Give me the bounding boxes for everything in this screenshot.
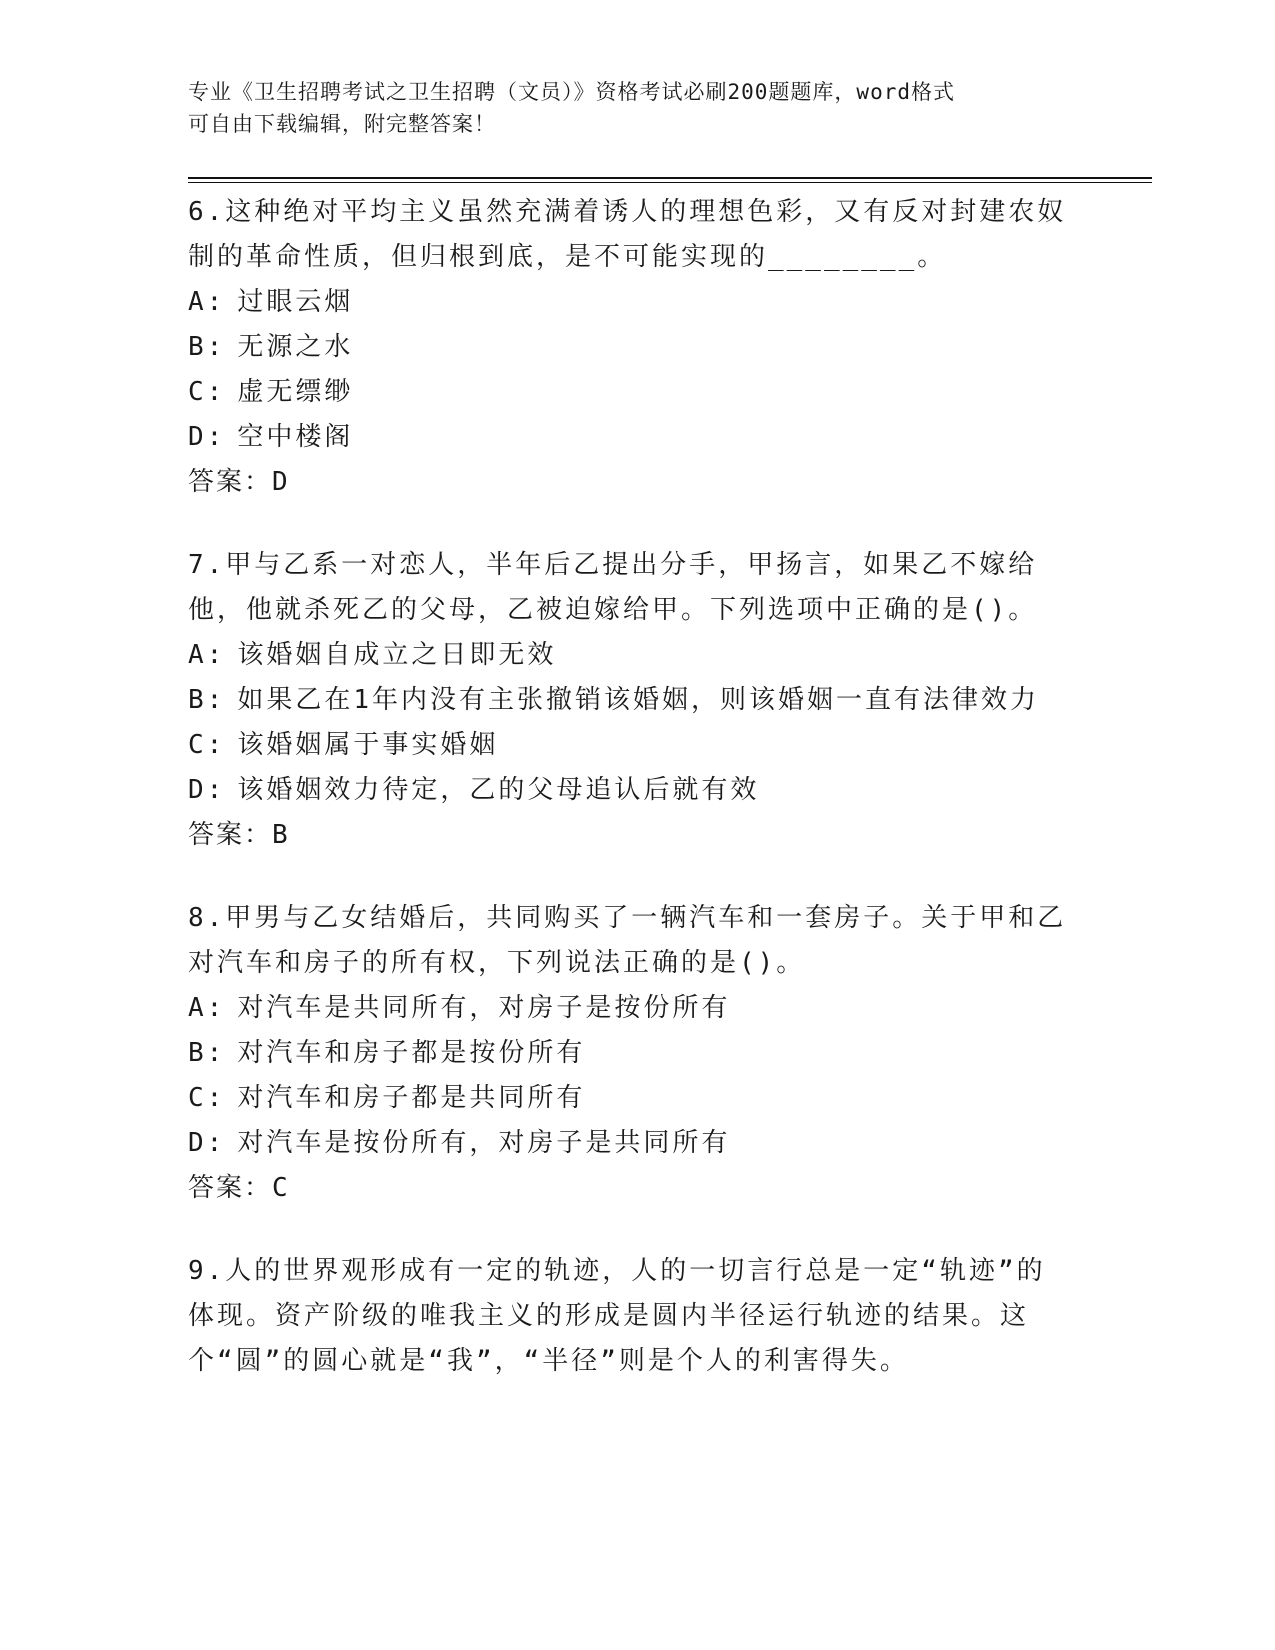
option-letter: A: [188, 287, 226, 317]
option-letter: D: [188, 775, 226, 805]
option-a [188, 633, 1068, 678]
option-letter: C: [188, 1083, 226, 1113]
question-7 [188, 543, 1068, 858]
option-letter: C: [188, 377, 226, 407]
option-text: 空中楼阁 [237, 422, 354, 452]
option-text: 对汽车是共同所有，对房子是按份所有 [237, 993, 731, 1023]
option-letter: B: [188, 332, 226, 362]
option-text: 如果乙在1年内没有主张撤销该婚姻，则该婚姻一直有法律效力 [237, 685, 1039, 715]
option-text: 该婚姻属于事实婚姻 [237, 730, 499, 760]
option-b [188, 678, 1068, 723]
question-9 [188, 1249, 1068, 1384]
option-text: 虚无缥缈 [237, 377, 354, 407]
option-letter: B: [188, 685, 226, 715]
question-stem: 7.甲与乙系一对恋人，半年后乙提出分手，甲扬言，如果乙不嫁给他，他就杀死乙的父母，乙被迫嫁给甲。下列选项中正确的是()。 [188, 550, 1038, 625]
option-b [188, 325, 1068, 370]
option-text: 该婚姻自成立之日即无效 [237, 640, 557, 670]
answer-line: 答案：D [188, 467, 290, 497]
option-letter: B: [188, 1038, 226, 1068]
option-c [188, 370, 1068, 415]
option-c [188, 1076, 1068, 1121]
answer-line: 答案：C [188, 1173, 290, 1203]
option-text: 无源之水 [237, 332, 354, 362]
document-header [188, 76, 1068, 140]
header-divider-thin [188, 182, 1152, 183]
option-b [188, 1031, 1068, 1076]
option-a [188, 986, 1068, 1031]
question-8 [188, 896, 1068, 1211]
option-letter: D: [188, 1128, 226, 1158]
answer-line: 答案：B [188, 820, 290, 850]
option-letter: A: [188, 993, 226, 1023]
option-letter: A: [188, 640, 226, 670]
question-stem: 6.这种绝对平均主义虽然充满着诱人的理想色彩，又有反对封建农奴制的革命性质，但归根到底，是不可能实现的________。 [188, 197, 1067, 272]
option-d [188, 415, 1068, 460]
option-d [188, 1121, 1068, 1166]
header-line-1: 专业《卫生招聘考试之卫生招聘（文员）》资格考试必刷200题题库，word格式 [188, 80, 955, 104]
question-stem: 9.人的世界观形成有一定的轨迹，人的一切言行总是一定“轨迹”的体现。资产阶级的唯我主义的形成是圆内半径运行轨迹的结果。这个“圆”的圆心就是“我”，“半径”则是个人的利害得失。 [188, 1256, 1046, 1376]
question-6 [188, 190, 1068, 505]
option-letter: D: [188, 422, 226, 452]
option-d [188, 768, 1068, 813]
option-a [188, 280, 1068, 325]
question-stem: 8.甲男与乙女结婚后，共同购买了一辆汽车和一套房子。关于甲和乙对汽车和房子的所有权，下列说法正确的是()。 [188, 903, 1067, 978]
question-list [188, 190, 1068, 1422]
option-text: 过眼云烟 [237, 287, 354, 317]
option-text: 对汽车和房子都是按份所有 [237, 1038, 586, 1068]
option-c [188, 723, 1068, 768]
option-letter: C: [188, 730, 226, 760]
header-divider-thick [188, 177, 1152, 179]
option-text: 对汽车和房子都是共同所有 [237, 1083, 586, 1113]
option-text: 对汽车是按份所有，对房子是共同所有 [237, 1128, 731, 1158]
option-text: 该婚姻效力待定，乙的父母追认后就有效 [237, 775, 760, 805]
header-line-2: 可自由下载编辑，附完整答案！ [188, 112, 496, 136]
